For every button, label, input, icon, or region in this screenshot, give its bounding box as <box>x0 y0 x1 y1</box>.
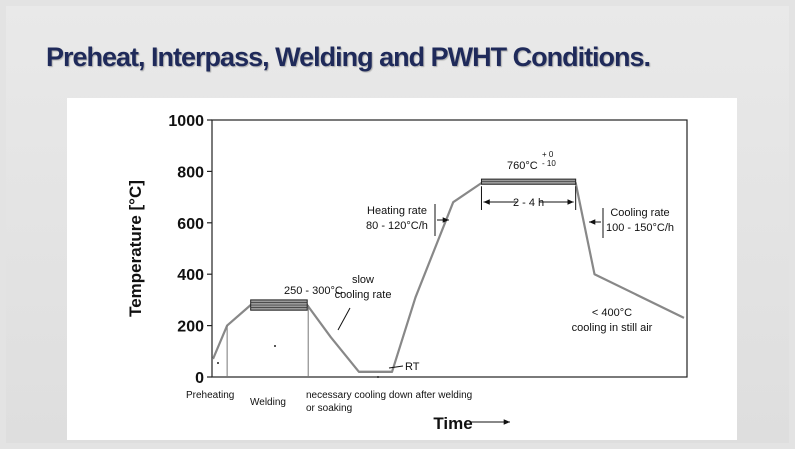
y-axis-label: Temperature [°C] <box>126 180 145 317</box>
cooldown-label-1: necessary cooling down after welding <box>306 390 473 401</box>
preheating-dot <box>217 362 219 364</box>
plot-frame <box>212 120 687 377</box>
y-tick-label-200: 200 <box>177 318 204 336</box>
rt-label: RT <box>405 361 420 373</box>
x-axis-label: Time <box>433 414 473 433</box>
heating-rate-label-1: Heating rate <box>367 205 427 217</box>
y-tick-label-800: 800 <box>177 164 204 182</box>
preheating-label: Preheating <box>186 390 235 401</box>
pwht-tol-plus: + 0 <box>542 150 554 159</box>
hold-time-label: 2 - 4 h <box>512 197 545 209</box>
slow-cooling-label-1: slow <box>351 274 375 286</box>
still-air-label-2: cooling in still air <box>571 322 653 334</box>
slow-cooling-pointer <box>338 308 350 330</box>
interpass-range-label: 250 - 300°C <box>284 285 343 297</box>
temperature-time-chart <box>67 98 737 440</box>
pwht-tol-minus: - 10 <box>542 159 556 168</box>
heating-rate-label-2: 80 - 120°C/h <box>366 220 428 232</box>
cooldown-dot <box>377 376 379 378</box>
cooling-rate-label-2: 100 - 150°C/h <box>606 222 674 234</box>
cooldown-label-2: or soaking <box>306 403 353 414</box>
chart-panel <box>67 98 737 440</box>
y-tick-label-0: 0 <box>195 370 204 387</box>
still-air-label-1: < 400°C <box>591 307 633 319</box>
cooling-rate-label-1: Cooling rate <box>610 207 670 219</box>
y-tick-label-1000: 1000 <box>168 113 204 130</box>
welding-dot <box>274 345 276 347</box>
y-tick-label-400: 400 <box>177 267 204 285</box>
pwht-temp-label: 760°C <box>507 160 538 172</box>
rt-pointer <box>389 366 403 368</box>
y-tick-label-600: 600 <box>177 215 204 233</box>
welding-label: Welding <box>250 397 286 408</box>
slide-title: Preheat, Interpass, Welding and PWHT Conditions. <box>46 42 651 72</box>
slow-cooling-label-2: cooling rate <box>334 289 392 301</box>
